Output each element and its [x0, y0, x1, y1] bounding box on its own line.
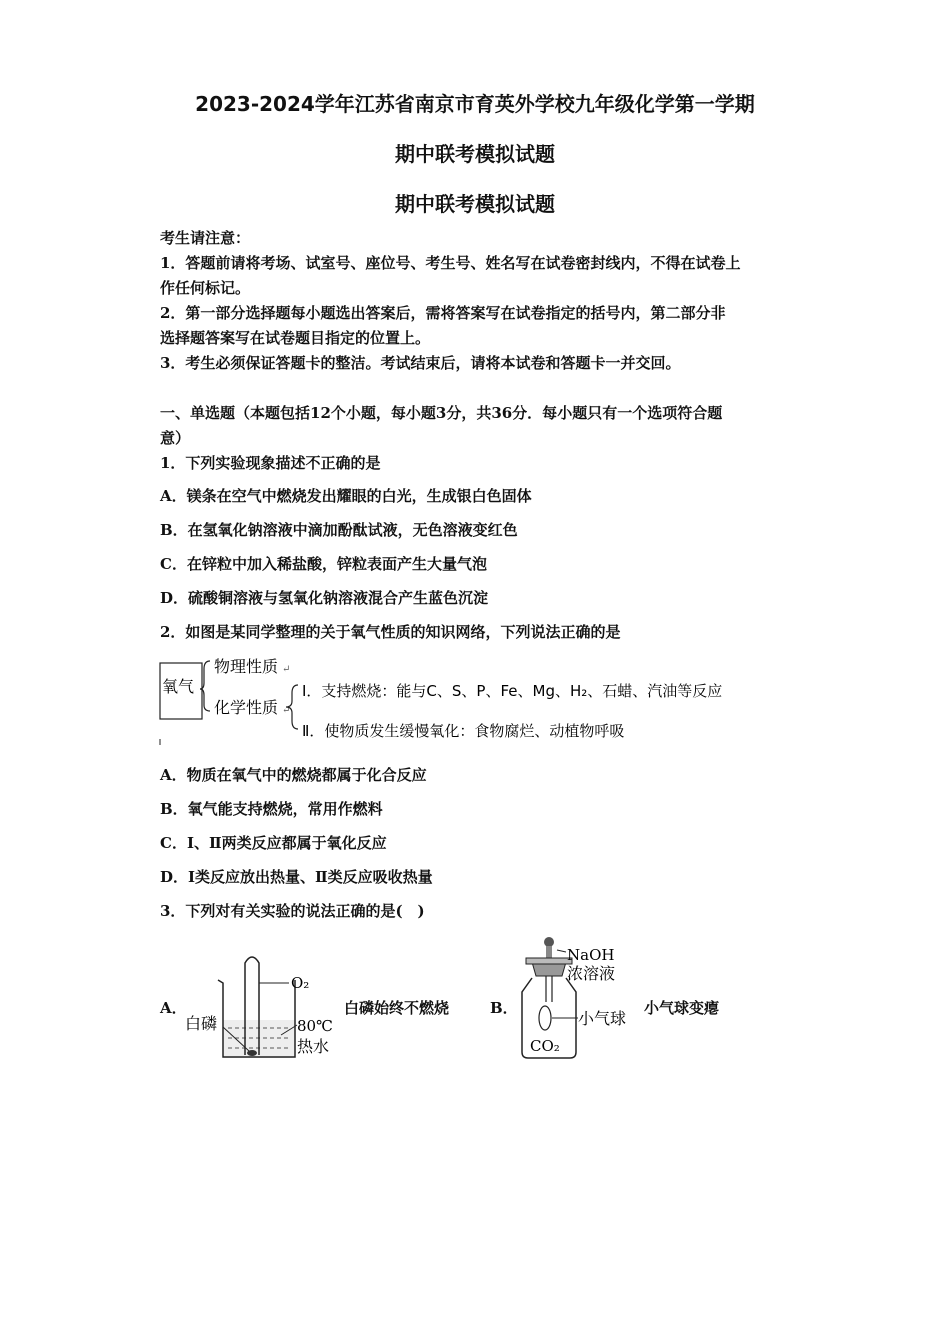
question-2-option-c: C．Ⅰ、Ⅱ两类反应都属于氧化反应 [160, 834, 387, 852]
oxygen-knowledge-network-diagram [158, 655, 798, 750]
page-title-line3: 期中联考模拟试题 [395, 192, 555, 216]
naoh-label: NaOH [567, 946, 615, 964]
question-1-option-a: A．镁条在空气中燃烧发出耀眼的白光，生成银白色固体 [160, 487, 532, 505]
white-phosphorus-label: 白磷 [185, 1014, 218, 1033]
question-2-option-b: B．氧气能支持燃烧，常用作燃料 [160, 800, 383, 818]
question-2-stem: 2．如图是某同学整理的关于氧气性质的知识网络，下列说法正确的是 [160, 623, 621, 641]
white-phosphorus-experiment-figure [183, 945, 338, 1065]
svg-text:↵: ↵ [282, 705, 291, 716]
section-heading: 一、单选题（本题包括12个小题，每小题3分，共36分．每小题只有一个选项符合题 [160, 404, 723, 422]
co2-naoh-balloon-experiment-figure [512, 930, 640, 1062]
question-2-option-d: D．Ⅰ类反应放出热量、Ⅱ类反应吸收热量 [160, 868, 433, 886]
section-heading-cont: 意） [160, 429, 191, 447]
question-1-option-d: D．硫酸铜溶液与氢氧化钠溶液混合产生蓝色沉淀 [160, 589, 489, 607]
question-1-option-c: C．在锌粒中加入稀盐酸，锌粒表面产生大量气泡 [160, 555, 487, 573]
page-title-line2: 期中联考模拟试题 [395, 142, 555, 166]
notice-item: 1．答题前请将考场、试室号、座位号、考生号、姓名写在试卷密封线内，不得在试卷上 [160, 254, 741, 272]
page-title-line1: 2023-2024学年江苏省南京市育英外学校九年级化学第一学期 [195, 92, 755, 116]
question-3-option-b-text: 小气球变瘪 [644, 999, 720, 1017]
temperature-label: 80℃ [297, 1017, 333, 1035]
balloon-label: 小气球 [578, 1009, 627, 1028]
question-1-stem: 1．下列实验现象描述不正确的是 [160, 454, 381, 472]
question-3-option-a-label: A． [160, 999, 187, 1017]
diagram-chemical-property: 化学性质 [214, 698, 279, 717]
diagram-class-1-combustion: Ⅰ．支持燃烧：能与C、S、P、Fe、Mg、H₂、石蜡、汽油等反应 [302, 682, 723, 700]
notice-item: 选择题答案写在试卷题目指定的位置上。 [160, 329, 431, 347]
question-3-stem: 3．下列对有关实验的说法正确的是( ) [160, 902, 425, 920]
svg-text:↵: ↵ [282, 664, 291, 675]
notice-item: 作任何标记。 [160, 279, 251, 297]
diagram-root-oxygen: 氧气 [162, 677, 195, 696]
notice-item: 2．第一部分选择题每小题选出答案后，需将答案写在试卷指定的括号内，第二部分非 [160, 304, 726, 322]
diagram-class-2-slow-oxidation: Ⅱ．使物质发生缓慢氧化：食物腐烂、动植物呼吸 [302, 722, 625, 740]
question-3-option-a-text: 白磷始终不燃烧 [344, 999, 450, 1017]
question-1-option-b: B．在氢氧化钠溶液中滴加酚酞试液，无色溶液变红色 [160, 521, 518, 539]
co2-label: CO₂ [530, 1037, 560, 1055]
oxygen-label: O₂ [291, 974, 310, 992]
question-3-option-b-label: B． [490, 999, 518, 1017]
question-2-option-a: A．物质在氧气中的燃烧都属于化合反应 [160, 766, 427, 784]
notice-heading: 考生请注意： [160, 229, 251, 247]
hot-water-label: 热水 [297, 1037, 330, 1056]
diagram-physical-property: 物理性质 [214, 657, 279, 676]
notice-item: 3．考生必须保证答题卡的整洁。考试结束后，请将本试卷和答题卡一并交回。 [160, 354, 681, 372]
concentrated-solution-label: 浓溶液 [567, 964, 616, 983]
